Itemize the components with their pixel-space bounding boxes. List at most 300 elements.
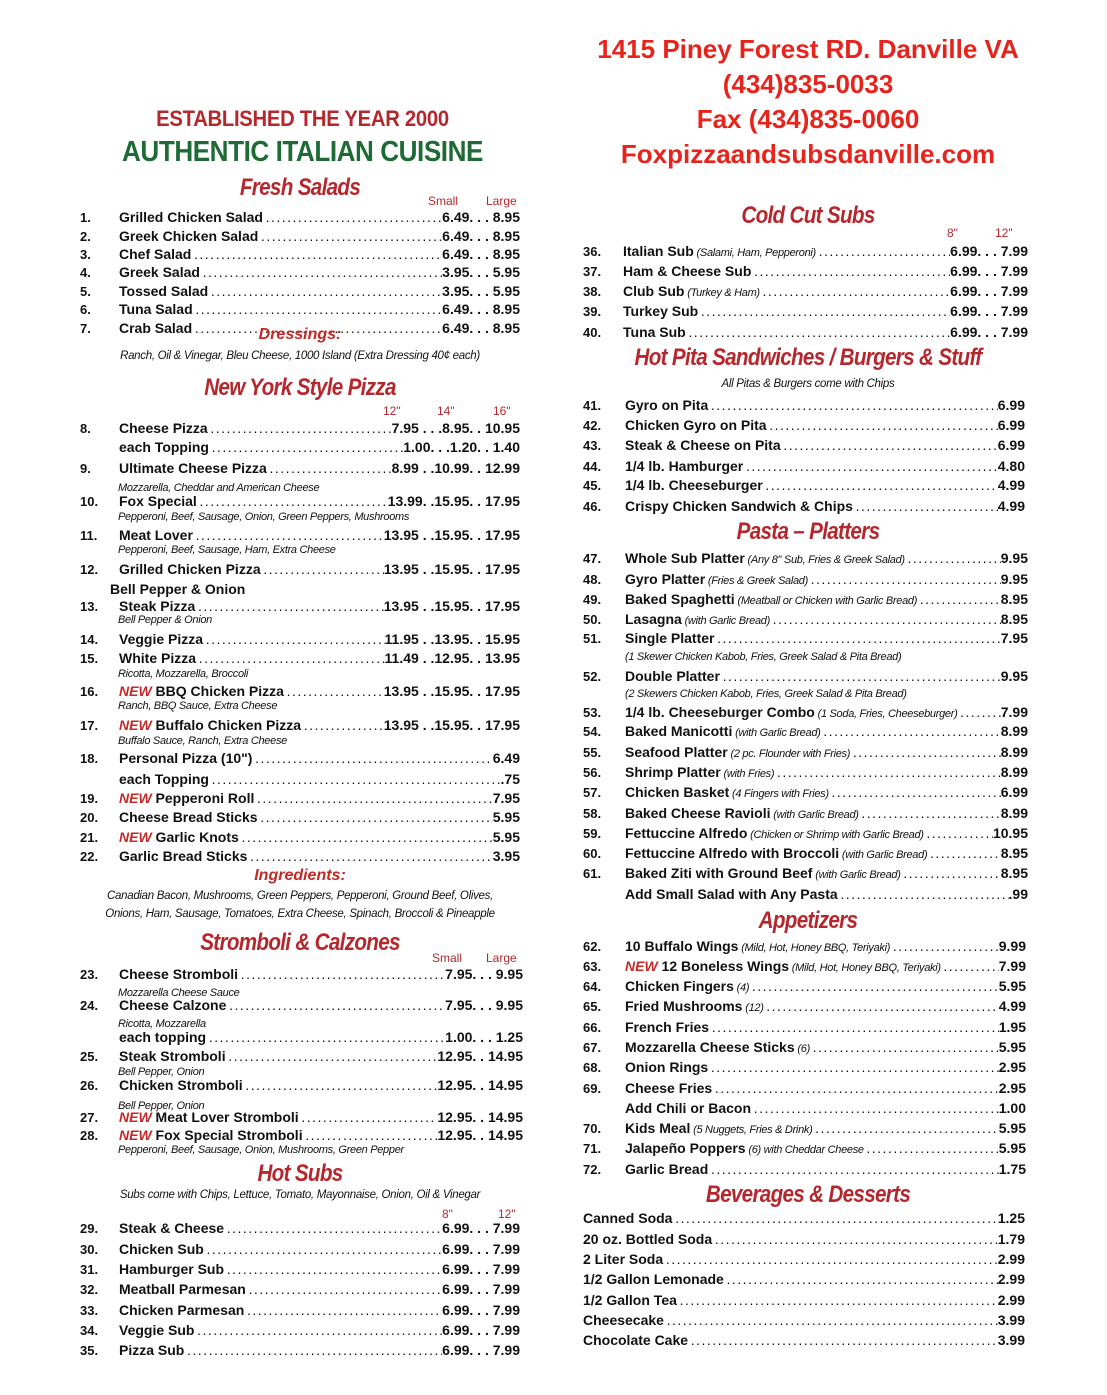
item-detail: (Mild, Hot, Honey BBQ, Teriyaki)	[789, 962, 941, 974]
item-price: 3.99	[997, 1312, 1025, 1328]
item-price: 7.95	[492, 790, 520, 806]
item-name: Whole Sub Platter (Any 8" Sub, Fries & Greek Salad) . . .	[625, 550, 1001, 566]
item-number: 58.	[583, 806, 602, 821]
section-title-beverages: Beverages & Desserts	[705, 1181, 911, 1208]
item-name: Fettuccine Alfredo (Chicken or Shrimp with Garlic Bread) . . .	[625, 825, 993, 841]
menu-item	[80, 264, 520, 283]
item-detail: (Meatball or Chicken with Garlic Bread)	[734, 595, 918, 607]
item-name: Baked Cheese Ravioli (with Garlic Bread) . . .	[625, 805, 1001, 821]
item-price: .99	[1008, 886, 1028, 902]
item-detail: (with Garlic Bread)	[770, 809, 859, 821]
stromboli-note: Bell Pepper, Onion	[118, 1100, 205, 1112]
item-price: 6.49	[492, 750, 520, 766]
menu-item	[80, 493, 520, 512]
menu-item	[583, 1231, 1025, 1250]
menu-item	[583, 1332, 1025, 1351]
new-badge: NEW	[119, 683, 152, 699]
menu-item	[583, 865, 1028, 884]
item-number: 8.	[80, 421, 91, 436]
item-price: 3.95. . . 5.95	[442, 264, 520, 280]
size-small: Small	[428, 194, 459, 208]
menu-item	[80, 439, 520, 458]
item-number: 53.	[583, 705, 602, 720]
item-name: Lasagna (with Garlic Bread) . . .	[625, 611, 1001, 627]
menu-item	[80, 228, 520, 247]
item-number: 68.	[583, 1060, 602, 1075]
item-price: 7.95. . . 9.95	[445, 966, 523, 982]
pizza-note: Ranch, BBQ Sauce, Extra Cheese	[118, 700, 278, 712]
item-price: 1.25	[997, 1210, 1025, 1226]
item-name: each topping . . .	[119, 1029, 445, 1045]
item-name: Fox Special . . .	[119, 493, 388, 509]
item-name: 20 oz. Bottled Soda . . .	[583, 1231, 998, 1247]
item-name: Steak & Cheese . . .	[119, 1220, 442, 1236]
menu-item	[80, 420, 520, 439]
item-number: 66.	[583, 1020, 602, 1035]
item-name: Steak Stromboli . . .	[119, 1048, 437, 1064]
menu-item	[583, 550, 1028, 569]
stromboli-note: Ricotta, Mozzarella	[118, 1018, 206, 1030]
section-title-salads: Fresh Salads	[239, 174, 361, 201]
menu-item	[583, 324, 1028, 343]
item-price: 5.95	[998, 1120, 1026, 1136]
item-name: Tossed Salad . . .	[119, 283, 442, 299]
pizza-note: Mozzarella, Cheddar and American Cheese	[118, 482, 320, 494]
item-number: 11.	[80, 528, 98, 543]
item-price: 8.95	[1000, 845, 1028, 861]
item-name: 1/2 Gallon Lemonade . . .	[583, 1271, 998, 1287]
item-price: 9.95	[1000, 668, 1028, 684]
dressings-title: Dressings:	[258, 326, 342, 343]
pizza-note: Bell Pepper & Onion	[110, 581, 246, 597]
item-number: 46.	[583, 499, 602, 514]
item-name: Double Platter . . .	[625, 668, 1001, 684]
item-name: Cheesecake . . .	[583, 1312, 998, 1328]
item-price: 8.99	[1000, 764, 1028, 780]
menu-item	[583, 1120, 1026, 1139]
item-price: 11.95 . .13.95. . 15.95	[384, 631, 520, 647]
menu-item	[80, 1322, 520, 1341]
item-name: Chicken Gyro on Pita . . .	[625, 417, 998, 433]
pizza-note: Pepperoni, Beef, Sausage, Onion, Green Peppers, Mushrooms	[118, 511, 410, 523]
menu-item	[583, 1292, 1025, 1311]
size-16: 16"	[493, 404, 511, 418]
menu-item	[583, 1019, 1026, 1038]
item-number: 50.	[583, 612, 602, 627]
menu-item	[80, 1261, 520, 1280]
item-price: 1.00. . .1.20. . 1.40	[403, 439, 520, 455]
menu-item	[583, 825, 1028, 844]
item-price: 6.49. . . 8.95	[442, 301, 520, 317]
section-title-pizza: New York Style Pizza	[204, 374, 396, 401]
item-number: 56.	[583, 765, 602, 780]
menu-item	[583, 630, 1028, 649]
item-price: 8.99 . .10.99. . 12.99	[391, 460, 520, 476]
item-number: 65.	[583, 999, 602, 1014]
menu-item	[80, 966, 523, 985]
item-number: 33.	[80, 1303, 99, 1318]
pizza-note: Bell Pepper & Onion	[118, 614, 212, 626]
section-title-appetizers: Appetizers	[758, 907, 858, 934]
item-number: 9.	[80, 461, 91, 476]
item-number: 22.	[80, 849, 99, 864]
pizza-note: Ricotta, Mozzarella, Broccoli	[118, 668, 249, 680]
item-name: Cheese Calzone . . .	[119, 997, 445, 1013]
size-12: 12"	[995, 226, 1013, 240]
menu-item	[583, 886, 1028, 905]
item-detail: (with Garlic Bread)	[681, 615, 770, 627]
item-price: 6.99. . . 7.99	[950, 324, 1028, 340]
item-name: each Topping . . .	[119, 771, 501, 787]
menu-item	[80, 1241, 520, 1260]
menu-item	[80, 650, 520, 669]
item-price: 7.95	[1000, 630, 1028, 646]
ingredients-line-2: Onions, Ham, Sausage, Tomatoes, Extra Cheese, Spinach, Broccoli & Pineapple	[105, 908, 495, 920]
item-price: 6.99. . . 7.99	[442, 1342, 520, 1358]
menu-item	[80, 717, 520, 736]
size-8: 8"	[947, 226, 958, 240]
item-name: Grilled Chicken Pizza . . .	[119, 561, 384, 577]
item-price: .75	[500, 771, 520, 787]
item-number: 23.	[80, 967, 99, 982]
item-number: 51.	[583, 631, 602, 646]
fax: Fax (434)835-0060	[696, 104, 920, 134]
item-price: 1.79	[997, 1231, 1025, 1247]
dressings-text: Ranch, Oil & Vinegar, Bleu Cheese, 1000 Island (Extra Dressing 40¢ each)	[120, 350, 480, 362]
item-number: 14.	[80, 632, 99, 647]
item-price: 13.95 . .15.95. . 17.95	[383, 683, 520, 699]
item-detail: (5 Nuggets, Fries & Drink)	[690, 1124, 813, 1136]
item-number: 63.	[583, 959, 602, 974]
item-name: Hamburger Sub . . .	[119, 1261, 442, 1277]
size-large: Large	[486, 951, 517, 965]
section-title-coldsubs: Cold Cut Subs	[741, 202, 875, 229]
item-name: Ham & Cheese Sub . . .	[623, 263, 950, 279]
menu-item	[583, 1161, 1026, 1180]
item-name: Italian Sub (Salami, Ham, Pepperoni) . . .	[623, 243, 950, 259]
item-name: Fried Mushrooms (12) . . .	[625, 998, 999, 1014]
item-name: Chicken Stromboli . . .	[119, 1077, 437, 1093]
section-title-stromboli: Stromboli & Calzones	[200, 929, 400, 956]
menu-item	[80, 1342, 520, 1361]
item-name: Meatball Parmesan . . .	[119, 1281, 442, 1297]
item-number: 49.	[583, 592, 602, 607]
stromboli-note: Pepperoni, Beef, Sausage, Onion, Mushrooms, Green Pepper	[118, 1144, 404, 1156]
item-number: 34.	[80, 1323, 99, 1338]
item-number: 18.	[80, 751, 99, 766]
item-detail: (4)	[733, 982, 750, 994]
item-price: 4.99	[997, 498, 1025, 514]
item-price: 6.99. . . 7.99	[950, 283, 1028, 299]
menu-item	[80, 997, 523, 1016]
size-12: 12"	[383, 404, 401, 418]
item-price: 1.00. . . 1.25	[445, 1029, 523, 1045]
new-badge: NEW	[119, 790, 152, 806]
menu-item	[583, 303, 1028, 322]
menu-item	[583, 498, 1025, 517]
item-name: Chicken Sub . . .	[119, 1241, 442, 1257]
size-12: 12"	[498, 1207, 516, 1221]
item-price: 5.95	[492, 829, 520, 845]
item-name: Cheese Stromboli . . .	[119, 966, 445, 982]
item-price: 6.99. . . 7.99	[442, 1220, 520, 1236]
item-name: French Fries . . .	[625, 1019, 999, 1035]
item-name: Cheese Bread Sticks . . .	[119, 809, 493, 825]
item-number: 60.	[583, 846, 602, 861]
item-name: 10 Buffalo Wings (Mild, Hot, Honey BBQ, Teriyaki) . . .	[625, 938, 999, 954]
menu-item	[80, 790, 520, 809]
item-name: NEW BBQ Chicken Pizza . . .	[119, 683, 384, 699]
item-name: Cheese Pizza . . .	[119, 420, 392, 436]
item-price: 8.95	[1000, 611, 1028, 627]
item-price: 5.95	[998, 1039, 1026, 1055]
new-badge: NEW	[119, 1109, 152, 1125]
menu-item	[583, 1100, 1026, 1119]
item-number: 13.	[80, 599, 99, 614]
menu-item	[583, 958, 1026, 977]
item-detail: (4 Fingers with Fries)	[729, 788, 829, 800]
item-number: 47.	[583, 551, 602, 566]
item-price: 5.95	[998, 1140, 1026, 1156]
menu-item	[583, 397, 1025, 416]
item-price: 7.95. . . 9.95	[445, 997, 523, 1013]
item-detail: (Turkey & Ham)	[684, 287, 760, 299]
item-price: 6.99. . . 7.99	[950, 243, 1028, 259]
item-price: 6.99. . . 7.99	[950, 303, 1028, 319]
item-price: 10.95	[992, 825, 1028, 841]
item-number: 10.	[80, 494, 99, 509]
item-name: Veggie Sub . . .	[119, 1322, 442, 1338]
menu-item	[583, 805, 1028, 824]
item-detail: (6)	[794, 1043, 810, 1055]
menu-item	[583, 668, 1028, 687]
menu-item	[583, 263, 1028, 282]
menu-item	[583, 437, 1025, 456]
item-number: 52.	[583, 669, 602, 684]
item-name: Baked Ziti with Ground Beef (with Garlic Bread) . . .	[625, 865, 1001, 881]
menu-item	[583, 744, 1028, 763]
address: 1415 Piney Forest RD. Danville VA	[597, 34, 1019, 64]
new-badge: NEW	[119, 829, 152, 845]
item-number: 35.	[80, 1343, 99, 1358]
menu-item	[583, 477, 1025, 496]
item-number: 32.	[80, 1282, 99, 1297]
item-price: 12.95. . 14.95	[437, 1048, 523, 1064]
item-price: 6.99. . . 7.99	[442, 1281, 520, 1297]
menu-item	[583, 417, 1025, 436]
item-name: Add Small Salad with Any Pasta . . .	[625, 886, 1009, 902]
item-name: Pizza Sub . . .	[119, 1342, 442, 1358]
item-name: Crab Salad . . .	[119, 320, 442, 336]
item-price: 11.49 . .12.95. . 13.95	[384, 650, 520, 666]
item-price: 6.99. . . 7.99	[442, 1302, 520, 1318]
item-name: Gyro Platter (Fries & Greek Salad) . . .	[625, 571, 1001, 587]
menu-item	[80, 209, 520, 228]
new-badge: NEW	[119, 1127, 152, 1143]
menu-item	[583, 1271, 1025, 1290]
menu-item	[80, 1048, 523, 1067]
item-number: 4.	[80, 265, 91, 280]
item-name: Garlic Bread Sticks . . .	[119, 848, 493, 864]
item-name: Cheese Fries . . .	[625, 1080, 999, 1096]
menu-item	[583, 458, 1025, 477]
item-number: 19.	[80, 791, 99, 806]
item-price: 6.99. . . 7.99	[950, 263, 1028, 279]
menu-item	[583, 938, 1026, 957]
menu-item	[80, 301, 520, 320]
ingredients-line-1: Canadian Bacon, Mushrooms, Green Peppers, Pepperoni, Ground Beef, Olives,	[107, 890, 493, 902]
menu-item	[583, 611, 1028, 630]
ingredients-title: Ingredients:	[254, 867, 346, 884]
menu-item	[583, 1039, 1026, 1058]
item-price: 13.95 . .15.95. . 17.95	[383, 527, 520, 543]
size-14: 14"	[437, 404, 455, 418]
item-number: 39.	[583, 304, 602, 319]
item-name: Baked Spaghetti (Meatball or Chicken with Garlic Bread) . . .	[625, 591, 1001, 607]
item-price: 3.99	[997, 1332, 1025, 1348]
item-price: 6.99	[997, 417, 1025, 433]
item-name: 1/4 lb. Hamburger . . .	[625, 458, 998, 474]
item-name: Tuna Salad . . .	[119, 301, 442, 317]
item-name: Chef Salad . . .	[119, 246, 442, 262]
item-price: 6.49. . . 8.95	[442, 228, 520, 244]
item-number: 67.	[583, 1040, 602, 1055]
menu-item	[583, 764, 1028, 783]
menu-item	[583, 845, 1028, 864]
item-detail: (Fries & Greek Salad)	[705, 575, 808, 587]
size-large: Large	[486, 194, 517, 208]
item-detail: (2 pc. Flounder with Fries)	[727, 748, 851, 760]
item-name: 1/4 lb. Cheeseburger . . .	[625, 477, 998, 493]
item-number: 3.	[80, 247, 91, 262]
item-price: 6.49. . . 8.95	[442, 246, 520, 262]
item-number: 59.	[583, 826, 602, 841]
size-small: Small	[432, 951, 463, 965]
item-detail: (6) with Cheddar Cheese	[745, 1144, 864, 1156]
established-line: ESTABLISHED THE YEAR 2000	[156, 106, 449, 131]
item-name: Garlic Bread . . .	[625, 1161, 999, 1177]
item-number: 72.	[583, 1162, 602, 1177]
menu-item	[583, 1080, 1026, 1099]
item-price: 8.95	[1000, 865, 1028, 881]
menu-item	[583, 591, 1028, 610]
menu-item	[583, 1251, 1025, 1270]
item-number: 21.	[80, 830, 99, 845]
menu-item	[583, 998, 1026, 1017]
item-price: 8.99	[1000, 805, 1028, 821]
item-name: Fettuccine Alfredo with Broccoli (with Garlic Bread) . . .	[625, 845, 1001, 861]
item-number: 54.	[583, 724, 602, 739]
menu-item	[583, 1059, 1026, 1078]
item-price: 5.95	[492, 809, 520, 825]
item-name: Baked Manicotti (with Garlic Bread) . . .	[625, 723, 1001, 739]
menu-item	[583, 283, 1028, 302]
hotsubs-note: Subs come with Chips, Lettuce, Tomato, Mayonnaise, Onion, Oil & Vinegar	[119, 1189, 481, 1201]
item-number: 5.	[80, 284, 91, 299]
item-number: 27.	[80, 1110, 99, 1125]
item-price: 7.95 . . .8.95. . 10.95	[391, 420, 520, 436]
item-number: 30.	[80, 1242, 99, 1257]
item-number: 61.	[583, 866, 602, 881]
item-number: 42.	[583, 418, 602, 433]
item-name: 2 Liter Soda . . .	[583, 1251, 998, 1267]
item-name: Onion Rings . . .	[625, 1059, 999, 1075]
item-price: 7.99	[1000, 704, 1028, 720]
pita-note: All Pitas & Burgers come with Chips	[721, 378, 895, 390]
item-name: Ultimate Cheese Pizza . . .	[119, 460, 392, 476]
item-number: 71.	[583, 1141, 602, 1156]
pizza-note: Buffalo Sauce, Ranch, Extra Cheese	[118, 735, 287, 747]
item-name: NEW 12 Boneless Wings (Mild, Hot, Honey BBQ, Teriyaki) . . .	[625, 958, 999, 974]
item-name: Steak Pizza . . .	[119, 598, 384, 614]
item-number: 37.	[583, 264, 602, 279]
item-name: Crispy Chicken Sandwich & Chips . . .	[625, 498, 998, 514]
item-number: 31.	[80, 1262, 99, 1277]
item-detail: (with Garlic Bread)	[839, 849, 928, 861]
item-number: 40.	[583, 325, 602, 340]
stromboli-note: Mozzarella Cheese Sauce	[118, 987, 240, 999]
item-number: 62.	[583, 939, 602, 954]
stromboli-note: Bell Pepper, Onion	[118, 1066, 205, 1078]
item-name: 1/2 Gallon Tea . . .	[583, 1292, 998, 1308]
menu-item	[80, 809, 520, 828]
item-price: 6.99	[997, 397, 1025, 413]
item-price: 2.95	[998, 1080, 1026, 1096]
item-number: 26.	[80, 1078, 99, 1093]
item-price: 12.95. . 14.95	[437, 1109, 523, 1125]
item-name: Gyro on Pita . . .	[625, 397, 998, 413]
pizza-note: Pepperoni, Beef, Sausage, Ham, Extra Cheese	[118, 544, 336, 556]
menu-item	[80, 1281, 520, 1300]
item-price: 6.99	[1000, 784, 1028, 800]
item-price: 7.99	[998, 958, 1026, 974]
item-name: Turkey Sub . . .	[623, 303, 950, 319]
menu-item	[80, 750, 520, 769]
new-badge: NEW	[119, 717, 152, 733]
item-price: 9.95	[1000, 571, 1028, 587]
item-number: 25.	[80, 1049, 99, 1064]
item-number: 29.	[80, 1221, 99, 1236]
item-number: 15.	[80, 651, 99, 666]
item-price: 5.95	[998, 978, 1026, 994]
item-price: 6.99. . . 7.99	[442, 1261, 520, 1277]
item-detail: (12)	[742, 1002, 764, 1014]
menu-item	[80, 771, 520, 790]
item-name: Canned Soda . . .	[583, 1210, 998, 1226]
item-price: 2.99	[997, 1292, 1025, 1308]
item-price: 9.95	[1000, 550, 1028, 566]
item-name: NEW Buffalo Chicken Pizza . . .	[119, 717, 384, 733]
item-price: 6.49. . . 8.95	[442, 320, 520, 336]
item-name: Add Chili or Bacon . . .	[625, 1100, 999, 1116]
menu-item	[583, 1140, 1026, 1159]
item-price: 4.99	[997, 477, 1025, 493]
item-price: 6.99. . . 7.99	[442, 1241, 520, 1257]
item-price: 12.95. . 14.95	[437, 1127, 523, 1143]
section-title-pita: Hot Pita Sandwiches / Burgers & Stuff	[634, 344, 982, 371]
item-name: NEW Garlic Knots . . .	[119, 829, 493, 845]
menu-item	[583, 704, 1028, 723]
item-name: Jalapeño Poppers (6) with Cheddar Cheese . . .	[625, 1140, 999, 1156]
item-detail: (1 Soda, Fries, Cheeseburger)	[814, 708, 958, 720]
website[interactable]: Foxpizzaandsubsdanville.com	[620, 139, 996, 169]
phone: (434)835-0033	[722, 69, 894, 99]
item-name: Chicken Fingers (4) . . .	[625, 978, 999, 994]
item-name: Kids Meal (5 Nuggets, Fries & Drink) . . .	[625, 1120, 999, 1136]
item-price: 6.49. . . 8.95	[442, 209, 520, 225]
item-price: 6.99. . . 7.99	[442, 1322, 520, 1338]
item-name: NEW Fox Special Stromboli . . .	[119, 1127, 437, 1143]
